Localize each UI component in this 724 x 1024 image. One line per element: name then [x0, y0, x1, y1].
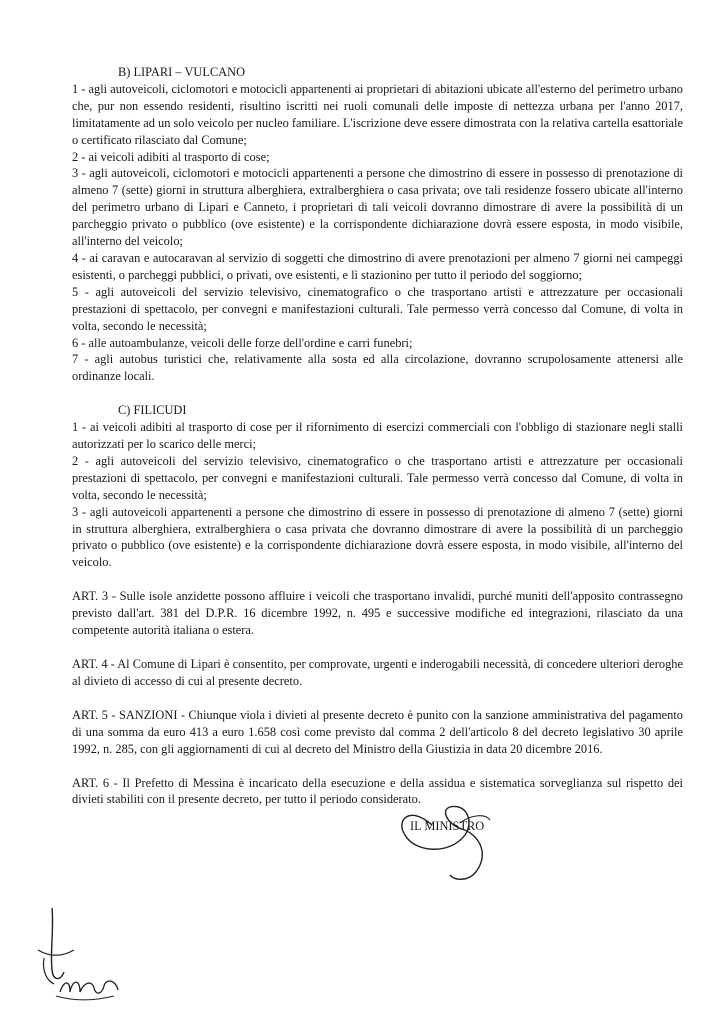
section-b-title: B) LIPARI – VULCANO [118, 65, 246, 79]
article-6: ART. 6 - Il Prefetto di Messina è incaricato della esecuzione e della assidua e sistematica sorveglianza sul rispetto dei divieti stabiliti con il presente decreto, per tutto il periodo considerato. [72, 775, 683, 807]
signature-label: IL MINISTRO [410, 819, 485, 833]
article-4: ART. 4 - Al Comune di Lipari è consentito, per comprovate, urgenti e inderogabili necessità, di concedere ulteriori deroghe al divieto di accesso di cui al presente decreto. [72, 657, 683, 688]
section-b-item-1: 1 - agli autoveicoli, ciclomotori e motocicli appartenenti ai proprietari di abitazioni ubicate all'esterno del perimetro urbano che, pur non essendo residenti, risultino iscritti nei ruoli comunali delle imposte di nettezza urbana per l'anno 2017, limitatamente ad un solo veicolo per nucleo familiare. L'iscrizione deve essere dimostrata con la relativa cartella esattoriale o certificato rilasciato dal Comune; [72, 81, 683, 147]
section-b-item-6: 6 - alle autoambulanze, veicoli delle forze dell'ordine e carri funebri; [72, 335, 413, 350]
spacer [72, 690, 683, 707]
spacer [72, 639, 683, 656]
section-c-title: C) FILICUDI [118, 403, 187, 418]
spacer [72, 758, 683, 775]
spacer [72, 385, 683, 402]
article-3: ART. 3 - Sulle isole anzidette possono affluire i veicoli che trasportano invalidi, purché muniti dell'apposito contrassegno previsto dall'art. 381 del D.P.R. 16 dicembre 1992, n. 495 e successive modifiche ed integrazioni, rilasciato da una competente autorità italiana o estera. [72, 589, 683, 638]
section-c-item-2: 2 - agli autoveicoli del servizio televisivo, cinematografico o che trasportano artisti e attrezzature per occasionali prestazioni di spettacolo, per convegni e manifestazioni culturali. Tale permesso verrà concesso dal Comune, di volta in volta, secondo le necessità; [72, 453, 683, 502]
spacer [72, 571, 683, 588]
section-c-item-3: 3 - agli autoveicoli appartenenti a persone che dimostrino di essere in possesso di prenotazione di almeno 7 (sette) giorni in struttura alberghiera, extralberghiera o casa privata che dovranno dimostrare di avere la possibilità di un parcheggio privato o pubblico (ove esistente) e la corrispondente dichiarazione dovrà essere esposta, in modo visibile, all'interno del veicolo. [72, 504, 683, 570]
section-b-item-2: 2 - ai veicoli adibiti al trasporto di cose; [72, 149, 270, 164]
document-body [72, 64, 683, 808]
section-c-item-1: 1 - ai veicoli adibiti al trasporto di cose per il rifornimento di esercizi commerciali con l'obbligo di stazionare negli stalli autorizzati per lo scarico delle merci; [72, 420, 683, 452]
handwritten-initials [30, 900, 140, 1010]
handwritten-signature [370, 795, 530, 885]
section-b-item-5: 5 - agli autoveicoli del servizio televisivo, cinematografico o che trasportano artisti e attrezzature per occasionali prestazioni di spettacolo, per convegni e manifestazioni culturali. Tale permesso verrà concesso dal Comune, di volta in volta, secondo le necessità; [72, 284, 683, 333]
article-5: ART. 5 - SANZIONI - Chiunque viola i divieti al presente decreto è punito con la sanzione amministrativa del pagamento di una somma da euro 413 a euro 1.658 così come previsto dal comma 2 dell'articolo 8 del decreto legislativo 30 aprile 1992, n. 285, con gli aggiornamenti di cui al decreto del Ministro della Giustizia in data 20 dicembre 2016. [72, 707, 683, 756]
section-b-item-7: 7 - agli autobus turistici che, relativamente alla sosta ed alla circolazione, dovranno scrupolosamente attenersi alle ordinanze locali. [72, 352, 683, 384]
section-b-item-3: 3 - agli autoveicoli, ciclomotori e motocicli appartenenti a persone che dimostrino di essere in possesso di prenotazione di almeno 7 (sette) giorni in struttura alberghiera, extralberghiera o casa privata; ove tali residenze fossero ubicate all'interno del perimetro urbano di Lipari e Canneto, i proprietari di tali veicoli dovranno dimostrare di avere la possibilità di un parcheggio privato o pubblico (ove esistente) e la corrispondente dichiarazione dovrà essere esposta, in modo visibile, all'interno del veicolo; [72, 166, 683, 249]
section-b-item-4: 4 - ai caravan e autocaravan al servizio di soggetti che dimostrino di avere prenotazioni per almeno 7 giorni nei campeggi esistenti, o parcheggi pubblici, o privati, ove esistenti, e lì stazionino per tutto il periodo del soggiorno; [72, 250, 683, 282]
signature-block [370, 795, 530, 885]
